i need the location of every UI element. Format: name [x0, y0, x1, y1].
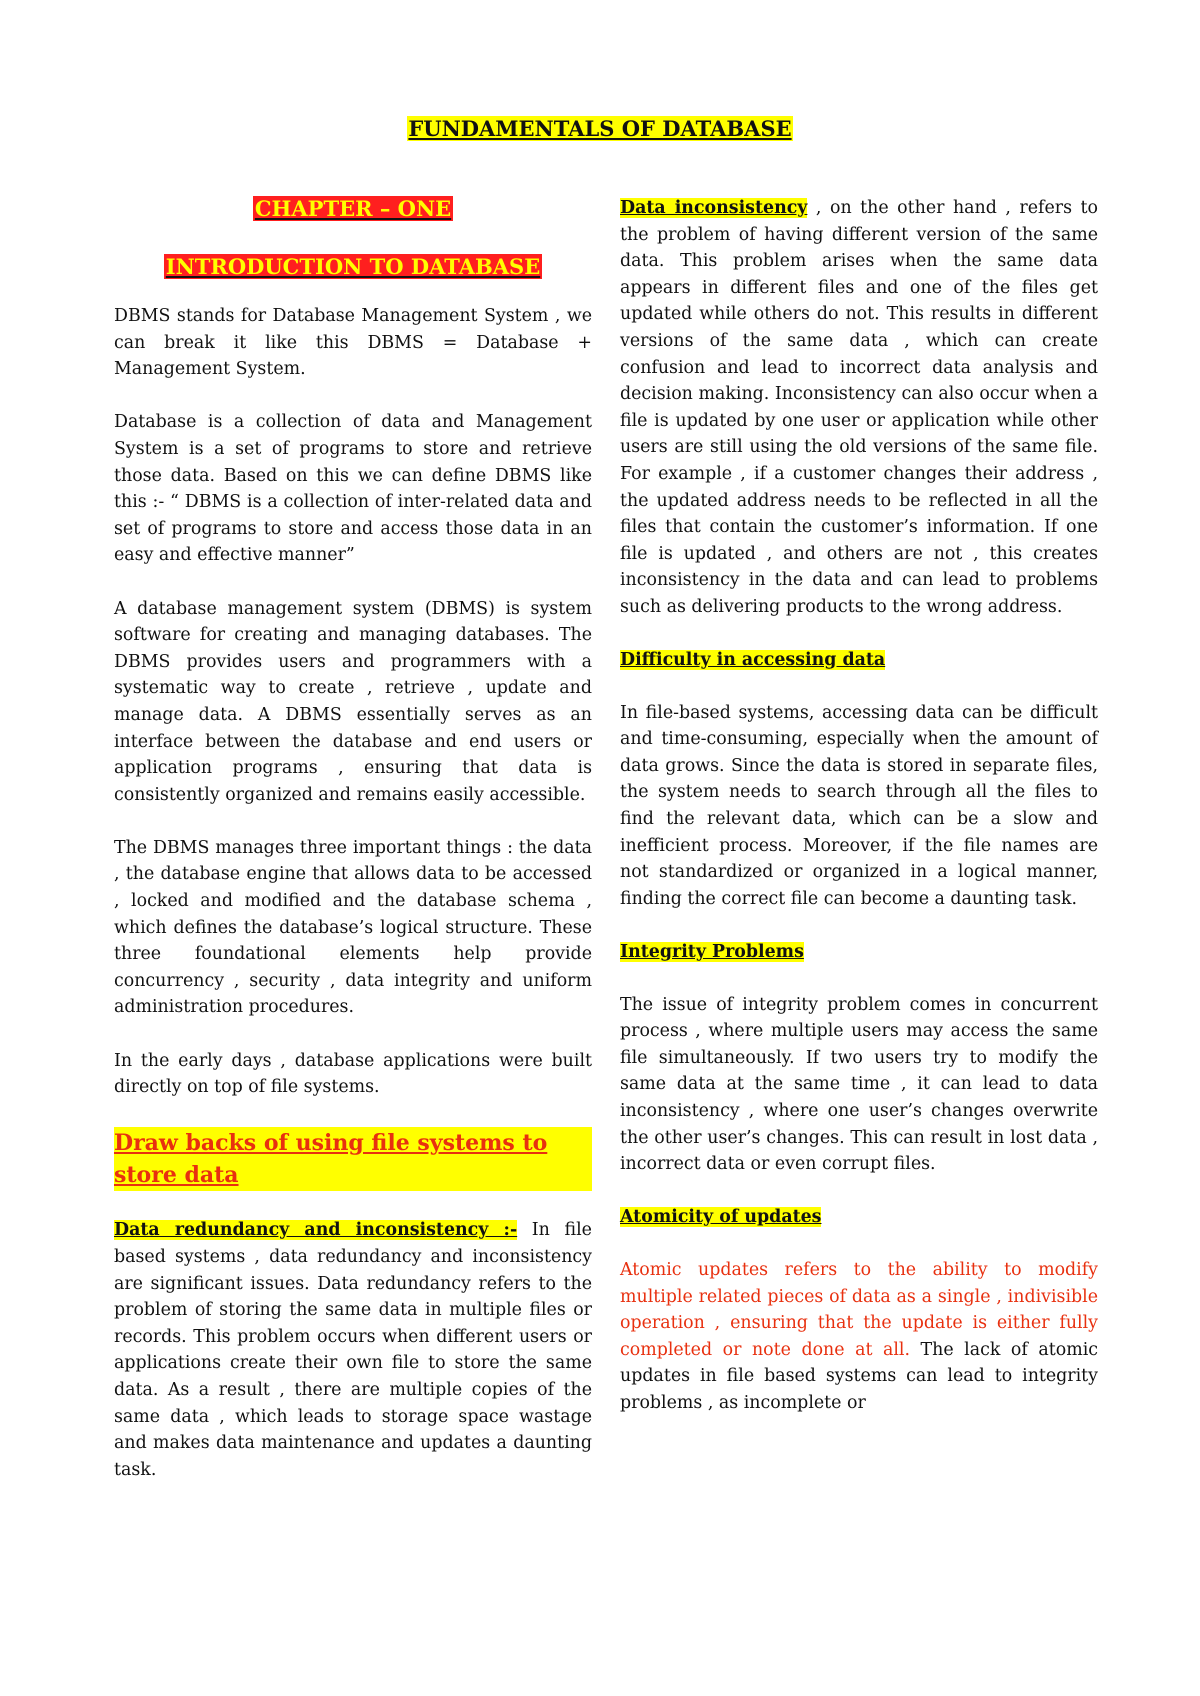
redundancy-text: In file based systems , data redundancy and inconsistency are significant issues. Data redundancy refers to the problem of storing the same data in multiple files or records. This problem occurs when different users or applications create their own file to store the same data. As a result , there are multiple copies of the same data , which leads to storage space wastage and makes data maintenance and updates a daunting task. — [114, 1220, 592, 1480]
paragraph-integrity: The issue of integrity problem comes in concurrent process , where multiple users may access the same file simultaneously. If two users try to modify the same data at the same time , it can lead to data inconsistency , where one user’s changes overwrite the other user’s changes. This can result in lost data , incorrect data or even corrupt files. — [620, 994, 1098, 1175]
atomicity-red-text: Atomic updates refers to the ability to modify multiple related pieces of data as a single , indivisible operation , ensuring that the update is either fully completed or note done at all. — [620, 1259, 1098, 1360]
paragraph-data-inconsistency — [620, 195, 1098, 621]
document-title — [0, 115, 1200, 143]
chapter-heading: CHAPTER – ONE — [254, 196, 452, 221]
paragraph-data-redundancy — [114, 1217, 592, 1483]
right-column — [620, 195, 1098, 1443]
drawbacks-heading: Draw backs of using file systems to store data — [114, 1127, 592, 1191]
document-title-text: FUNDAMENTALS OF DATABASE — [408, 116, 792, 141]
paragraph-dbms-system-software: A database management system (DBMS) is system software for creating and managing databases. The DBMS provides users and programmers with a systematic way to create , retrieve , update and manage data. A DBMS essentially serves as an interface between the database and end users or application programs , ensuring that data is consistently organized and remains easily accessible. — [114, 598, 592, 805]
intro-heading: INTRODUCTION TO DATABASE — [165, 254, 541, 279]
paragraph-early-days: In the early days , database applications were built directly on top of file systems. — [114, 1050, 592, 1098]
paragraph-atomicity — [620, 1257, 1098, 1417]
integrity-heading: Integrity Problems — [620, 942, 804, 963]
difficulty-heading: Difficulty in accessing data — [620, 650, 886, 671]
left-column — [114, 195, 592, 1510]
paragraph-dbms-stands: DBMS stands for Database Management System , we can break it like this DBMS = Database + Management System. — [114, 306, 592, 380]
inconsistency-text: , on the other hand , refers to the problem of having different version of the same data. This problem arises when the same data appears in different files and one of the files get updated while others do not. This results in different versions of the same data , which can create confusion and lead to incorrect data analysis and decision making. Inconsistency can also occur when a file is updated by one user or application while other users are still using the old versions of the same file. For example , if a customer changes their address , the updated address needs to be reflected in all the files that contain the customer’s information. If one file is updated , and others are not , this creates inconsistency in the data and can lead to problems such as delivering products to the wrong address. — [620, 198, 1098, 617]
paragraph-dbms-manages: The DBMS manages three important things : the data , the database engine that allows data to be accessed , locked and modified and the database schema , which defines the database’s logical structure. These three foundational elements help provide concurrency , security , data integrity and uniform administration procedures. — [114, 837, 592, 1018]
atomicity-heading: Atomicity of updates — [620, 1207, 822, 1228]
inconsistency-label: Data inconsistency — [620, 198, 808, 218]
atomicity-text: The lack of atomic updates in file based systems can lead to integrity problems , as incomplete or — [620, 1339, 1099, 1413]
paragraph-difficulty: In file-based systems, accessing data can be difficult and time-consuming, especially when the amount of data grows. Since the data is stored in separate files, the system needs to search through all the files to find the relevant data, which can be a slow and inefficient process. Moreover, if the file names are not standardized or organized in a logical manner, finding the correct file can become a daunting task. — [620, 702, 1098, 909]
redundancy-label: Data redundancy and inconsistency :- — [114, 1220, 518, 1241]
paragraph-database-definition: Database is a collection of data and Management System is a set of programs to store and retrieve those data. Based on this we can define DBMS like this :- “ DBMS is a collection of inter-related data and set of programs to store and access those data in an easy and effective manner” — [114, 412, 592, 566]
